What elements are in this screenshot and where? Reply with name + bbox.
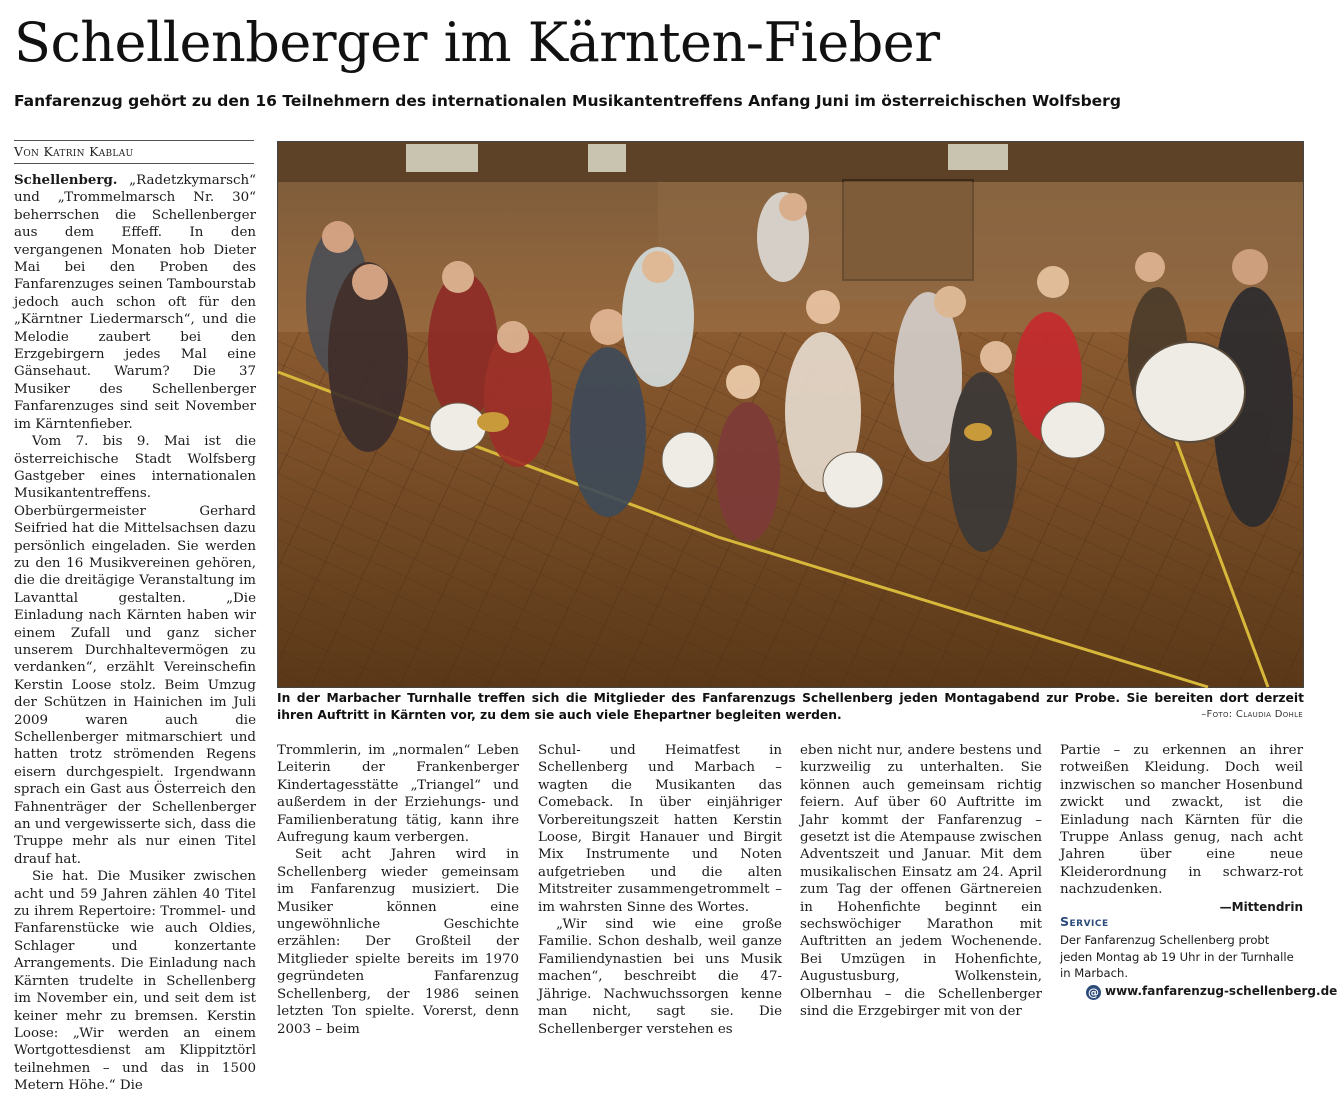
paragraph: „Wir sind wie eine große Familie. Schon deshalb, weil ganze Familiendynastien bei uns Musik machen“, beschreibt die 47-Jährige. Nachwuchssorgen kenne man nicht, sagt sie. Die Schellenberger verstehen es: [538, 917, 782, 1037]
service-text: Der Fanfarenzug Schellenberg probt jeden Montag ab 19 Uhr in der Turnhalle in Marbach.: [1060, 933, 1294, 980]
paragraph: „Radetzkymarsch“ und „Trommelmarsch Nr. 30“ beherrschen die Schellenberger aus dem Effeff. In den vergangenen Monaten hob Dieter Mai bei den Proben des Fanfarenzuges seinen Tambourstab jedoch auch schon oft für den „Kärntner Liedermarsch“, und die Melodie zaubert bei den Erzgebirgern jedes Mal eine Gänsehaut. Warum? Die 37 Musiker des Schellenberger Fanfarenzuges sind seit November im Kärntenfieber.: [14, 173, 256, 432]
photo-fanfare-band-in-gym: [278, 142, 1303, 687]
photo-credit: –Foto: Claudia Dohle: [1201, 709, 1303, 720]
article-column-4: [800, 742, 1042, 1020]
paragraph: Trommlerin, im „normalen“ Leben Leiterin der Frankenberger Kindertagesstätte „Triangel“ und außerdem in der Erziehungs- und Familienberatung tätig, kann ihre Aufregung kaum verbergen.: [277, 743, 519, 846]
article-column-3: [538, 742, 782, 1037]
paragraph: Vom 7. bis 9. Mai ist die österreichische Stadt Wolfsberg Gastgeber eines internationalen Musikantentreffens. Oberbürgermeister Gerhard Seifried hat die Mittelsachsen dazu persönlich eingeladen. Sie werden zu den 16 Musikvereinen gehören, die die dreitägige Veranstaltung im Lavanttal gestalten. „Die Einladung nach Kärnten haben wir einem Zufall und ganz sicher unserem Durchhaltevermögen zu verdanken“, erzählt Vereinschefin Kerstin Loose stolz. Beim Umzug der Schützen in Hainichen im Juli 2009 waren auch die Schellenberger mitmarschiert und hatten trotz strömenden Regens eisern durchgespielt. Irgendwann sprach ein Gast aus Österreich den Fahnenträger der Schellenberger an und vergewisserte sich, dass die Truppe mehr als nur einen Titel drauf hat.: [14, 434, 256, 867]
dateline: Schellenberg.: [14, 172, 118, 188]
paragraph: eben nicht nur, andere bestens und kurzweilig zu unterhalten. Sie können auch gemeinsam richtig feiern. Auf über 60 Auftritte im Jahr kommt der Fanfarenzug – gesetzt ist die Atempause zwischen Adventszeit und Januar. Mit dem musikalischen Einsatz am 24. April zum Tag der offenen Gärtnereien in Hohenfichte beginnt ein sechswöchiger Marathon mit Auftritten an jedem Wochenende. Bei Umzügen in Hohenfichte, Augustusburg, Wolkenstein, Olbernhau – die Schellenberger sind die Erzgebirger mit von der: [800, 743, 1042, 1020]
article-column-2: [277, 742, 519, 1037]
website-url[interactable]: www.fanfarenzug-schellenberg.de: [1105, 984, 1337, 998]
headline: Schellenberger im Kärnten-Fieber: [14, 11, 940, 74]
at-icon: @: [1088, 986, 1099, 999]
paragraph: Seit acht Jahren wird in Schellenberg wieder gemeinsam im Fanfarenzug musiziert. Die Musiker können eine ungewöhnliche Geschichte erzählen: Der Großteil der Mitglieder spielte bereits im 1970 gegründeten Fanfarenzug Schellenberg, der 1986 seinen letzten Ton spielte. Vorerst, denn 2003 – beim: [277, 847, 519, 1037]
service-heading: Service: [1060, 914, 1109, 929]
article-column-1: [14, 172, 256, 1094]
paragraph: Schul- und Heimatfest in Schellenberg und Marbach – wagten die Musikanten das Comeback. In über einjähriger Vorbereitungszeit hatten Kerstin Loose, Birgit Hanauer und Birgit Mix Instrumente und Noten aufgetrieben und die alten Mitstreiter zusammengetrommelt – im wahrsten Sinne des Wortes.: [538, 743, 782, 915]
article-column-5: [1060, 742, 1303, 912]
service-website-link[interactable]: [1086, 984, 1337, 1000]
author-signature: —Mittendrin: [1219, 899, 1303, 914]
paragraph: Partie – zu erkennen an ihrer rotweißen Kleidung. Doch weil inzwischen so mancher Hosenbund zwickt und zwackt, ist die Einladung nach Kärnten für die Truppe Anlass genug, nach acht Jahren über eine neue Kleiderordnung in schwarz-rot nachzudenken.: [1060, 743, 1303, 898]
byline-rule: [14, 140, 254, 141]
byline: Von Katrin Kablau: [14, 143, 254, 164]
photo-caption: In der Marbacher Turnhalle treffen sich die Mitglieder des Fanfarenzugs Schellenberg jeden Montagabend zur Probe. Sie bereiten dort derzeit ihren Auftritt in Kärnten vor, zu dem sie auch viele Ehepartner begleiten werden.: [277, 691, 1304, 722]
subheadline: Fanfarenzug gehört zu den 16 Teilnehmern des internationalen Musikantentreffens Anfang Juni im österreichischen Wolfsberg: [14, 92, 1121, 110]
paragraph: Sie hat. Die Musiker zwischen acht und 59 Jahren zählen 40 Titel zu ihrem Repertoire: Trommel- und Fanfarenstücke wie auch Oldies, Schlager und konzertante Arrangements. Die Einladung nach Kärnten trudelte in Schellenberg im November ein, und seit dem ist keiner mehr zu bremsen. Kerstin Loose: „Wir werden an einem Wortgottesdienst am Klippitztörl teilnehmen – und das in 1500 Metern Höhe.“ Die: [14, 869, 256, 1094]
article-photo: [277, 141, 1304, 688]
